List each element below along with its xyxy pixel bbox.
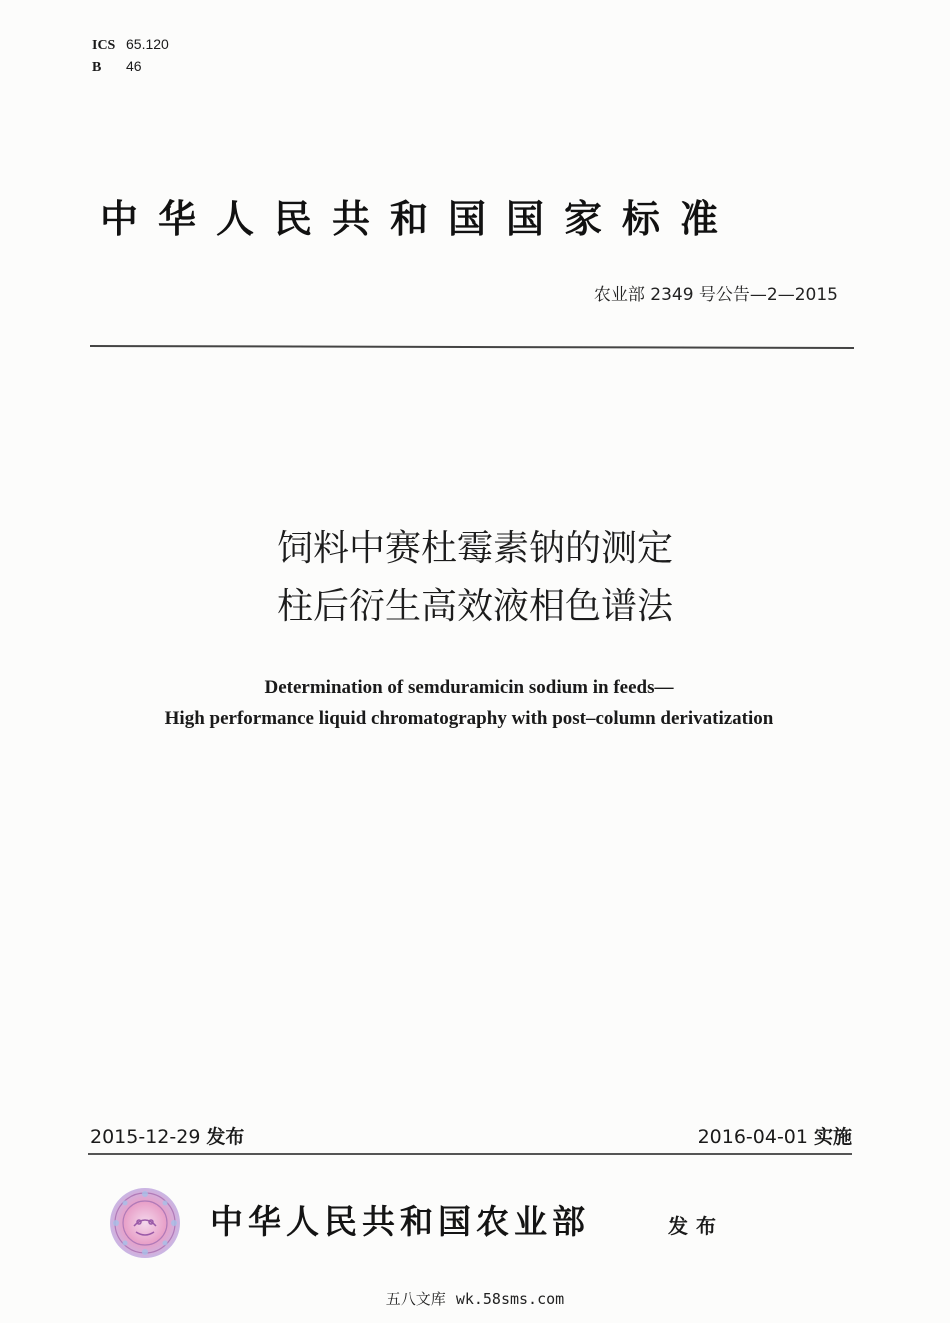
issue-date-value: 2015-12-29 [90, 1126, 201, 1148]
top-divider [90, 345, 854, 349]
english-title-line-1: Determination of semduramicin sodium in feeds— [264, 677, 674, 698]
watermark-site-name: 五八文库 [385, 1290, 446, 1308]
bottom-divider [88, 1153, 852, 1155]
national-emblem-icon [108, 1186, 182, 1260]
ccs-label: B [92, 60, 102, 75]
issuing-authority: 中华人民共和国农业部 [210, 1202, 590, 1241]
issue-date-word: 发布 [206, 1126, 245, 1148]
implementation-date [698, 1122, 852, 1149]
ics-label: ICS [92, 38, 116, 53]
chinese-title-line-1: 饲料中赛杜霉素钠的测定 [276, 528, 673, 569]
english-title-line-2: High performance liquid chromatography with post–column derivatization [164, 708, 774, 729]
ccs-value: 46 [126, 58, 142, 74]
classification-codes [92, 34, 169, 78]
ics-code-row [92, 34, 169, 56]
watermark-url: wk.58sms.com [455, 1290, 565, 1308]
ics-value: 65.120 [126, 36, 169, 52]
implementation-date-value: 2016-04-01 [697, 1126, 808, 1148]
chinese-title-line-2: 柱后衍生高效液相色谱法 [276, 586, 673, 627]
issuing-authority-suffix: 发布 [668, 1214, 724, 1238]
implementation-date-word: 实施 [813, 1126, 852, 1148]
watermark-footer [0, 1288, 950, 1309]
issue-date [90, 1122, 244, 1149]
ccs-code-row [92, 56, 169, 78]
standard-number: 农业部 2349 号公告—2—2015 [593, 285, 838, 305]
standard-title: 中华人民共和国国家标准 [100, 197, 739, 241]
